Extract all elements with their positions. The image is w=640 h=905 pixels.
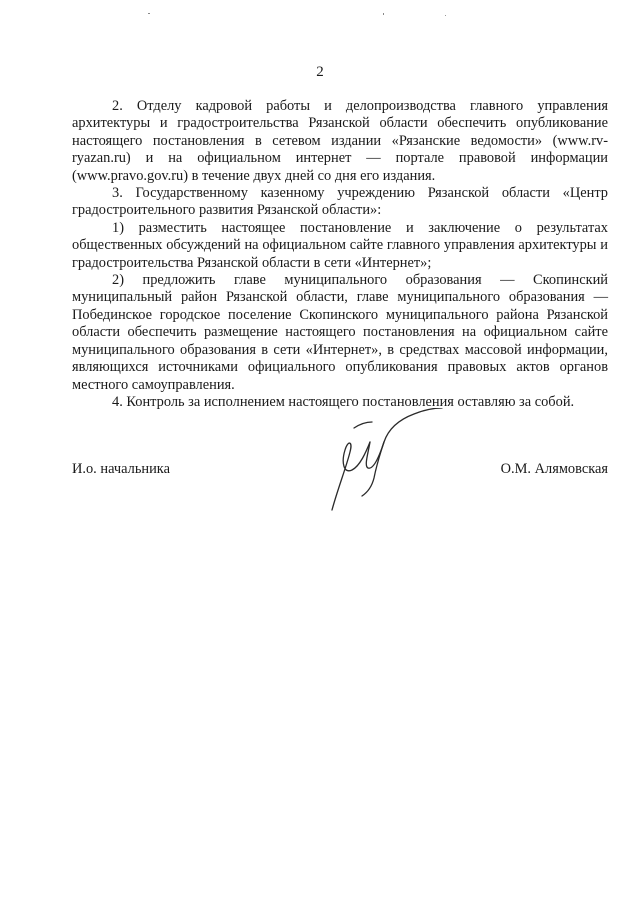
page-number: 2 [316,64,324,80]
paragraph-control: 4. Контроль за исполнением настоящего постановления оставляю за собой. [112,393,575,410]
paragraph-subitem-1: 1) разместить настоящее постановление и заключение о результатах общественных обсуждений на официальном сайте главного управления архитектуры и градостроительства Рязанской области в сети «Интернет»; [72,219,608,271]
scan-speck [148,13,150,14]
document-body [72,98,608,411]
scan-speck [383,13,384,15]
paragraph-subitem-2: 2) предложить главе муниципального образования — Скопинский муниципальный район Рязанской области, главе муниципального образования — Побединское городское поселение Скопинского муниципального района Рязанской области обеспечить размещение настоящего постановления на официальном сайте муниципального образования в сети «Интернет», в средствах массовой информации, являющихся источниками официального опубликования правовых актов органов местного самоуправления. [72,272,608,393]
paragraph-publication-order: 2. Отделу кадровой работы и делопроизводства главного управления архитектуры и градостроительства Рязанской области обеспечить опубликование настоящего постановления в сетевом издании «Рязанские ведомости» (www.rv-ryazan.ru) и на официальном интернет — портале правовой информации (www.pravo.gov.ru) в течение двух дней со дня его издания. [72,98,608,184]
signer-title: И.о. начальника [72,461,170,477]
paragraph-institution-order: 3. Государственному казенному учреждению Рязанской области «Центр градостроительного развития Рязанской области»: [72,185,608,219]
scan-speck [445,15,446,16]
handwritten-signature-icon [318,408,448,518]
signer-name: О.М. Алямовская [500,461,608,477]
